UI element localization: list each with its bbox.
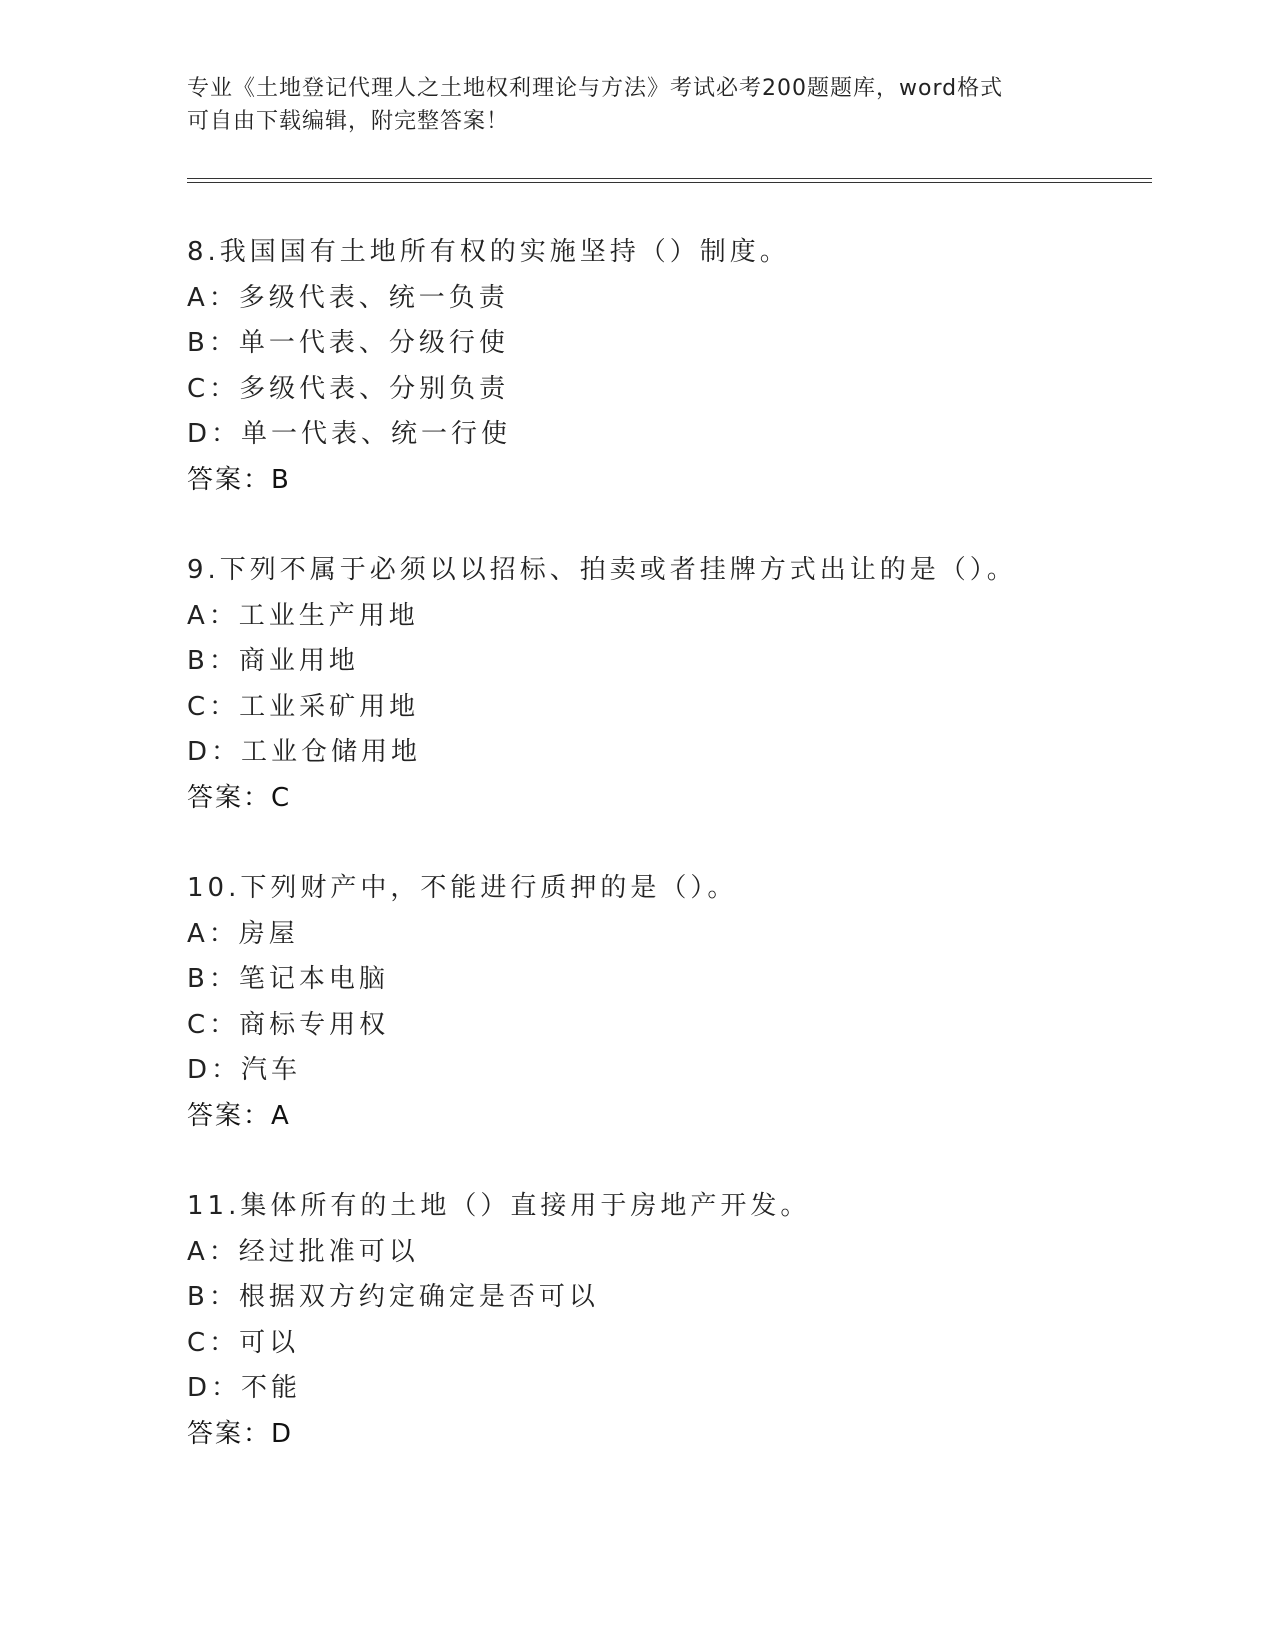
answer: 答案：D: [187, 1418, 294, 1449]
question-stem: 8.我国国有土地所有权的实施坚持（）制度。: [187, 237, 790, 267]
option-a: A：经过批准可以: [187, 1236, 419, 1267]
option-b: B：商业用地: [187, 646, 359, 676]
header-title-line-1: 专业《土地登记代理人之土地权利理论与方法》考试必考200题题库，word格式: [187, 76, 1004, 101]
option-d: D：工业仓储用地: [187, 737, 422, 767]
answer: 答案：A: [187, 1100, 291, 1131]
question-list: [187, 230, 1147, 1502]
option-c: C：商标专用权: [187, 1009, 390, 1040]
option-a: A：工业生产用地: [187, 600, 419, 631]
option-d: D：汽车: [187, 1055, 302, 1085]
option-c: C：工业采矿用地: [187, 691, 420, 722]
option-d: D：单一代表、统一行使: [187, 419, 512, 449]
answer: 答案：B: [187, 464, 291, 495]
option-d: D：不能: [187, 1373, 302, 1403]
question-9: [187, 548, 1147, 821]
option-c: C：可以: [187, 1327, 300, 1358]
option-a: A：多级代表、统一负责: [187, 282, 509, 313]
question-stem: 9.下列不属于必须以以招标、拍卖或者挂牌方式出让的是（）。: [187, 555, 1017, 585]
option-b: B：单一代表、分级行使: [187, 328, 509, 358]
header-title-line-2: 可自由下载编辑，附完整答案！: [187, 109, 510, 134]
option-a: A：房屋: [187, 918, 299, 949]
option-b: B：根据双方约定确定是否可以: [187, 1282, 599, 1312]
question-stem: 11.集体所有的土地（）直接用于房地产开发。: [187, 1191, 811, 1221]
question-stem: 10.下列财产中，不能进行质押的是（）。: [187, 873, 738, 903]
document-header: [187, 72, 1087, 138]
option-c: C：多级代表、分别负责: [187, 373, 510, 404]
option-b: B：笔记本电脑: [187, 964, 389, 994]
header-divider-top: [187, 178, 1152, 179]
question-11: [187, 1184, 1147, 1457]
question-10: [187, 866, 1147, 1139]
answer: 答案：C: [187, 782, 292, 813]
question-8: [187, 230, 1147, 503]
header-divider-bottom: [187, 182, 1152, 183]
